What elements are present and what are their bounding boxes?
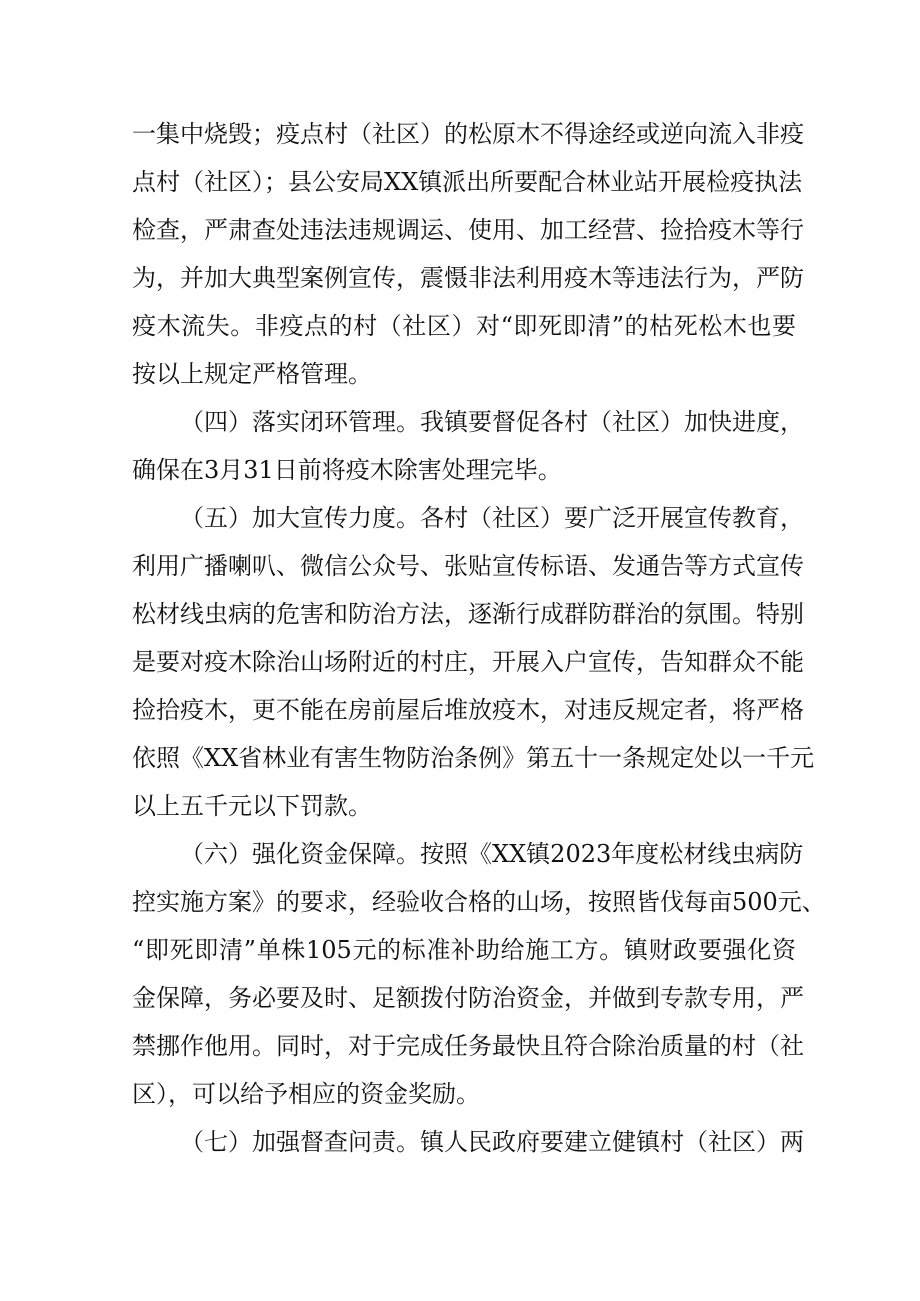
text-line: 捡拾疫木，更不能在房前屋后堆放疫木，对违反规定者，将严格 xyxy=(132,696,804,724)
text-line: 利用广播喇叭、微信公众号、张贴宣传标语、发通告等方式宣传 xyxy=(132,552,804,580)
text-line: “即死即清”单株105元的标准补助给施工方。镇财政要强化资 xyxy=(132,936,796,964)
paragraph-item-6 xyxy=(132,830,826,1118)
text-line: （六）强化资金保障。按照《XX镇2023年度松材线虫病防 xyxy=(180,840,804,868)
text-line: （四）落实闭环管理。我镇要督促各村（社区）加快进度， xyxy=(180,408,804,436)
text-line: 按以上规定严格管理。 xyxy=(132,360,372,388)
paragraph-item-4 xyxy=(132,398,804,494)
text-line: 确保在3月31日前将疫木除害处理完毕。 xyxy=(132,456,562,484)
text-line: 区），可以给予相应的资金奖励。 xyxy=(132,1080,480,1108)
text-line: 一集中烧毁；疫点村（社区）的松原木不得途经或逆向流入非疫 xyxy=(132,120,804,148)
paragraph-continuation xyxy=(132,110,804,398)
paragraph-item-7 xyxy=(132,1118,804,1166)
text-line: 是要对疫木除治山场附近的村庄，开展入户宣传，告知群众不能 xyxy=(132,648,804,676)
paragraph-item-5 xyxy=(132,494,815,830)
text-line: 为，并加大典型案例宣传，震慑非法利用疫木等违法行为，严防 xyxy=(132,264,804,292)
text-line: 禁挪作他用。同时，对于完成任务最快且符合除治质量的村（社 xyxy=(132,1032,804,1060)
text-line: 金保障，务必要及时、足额拨付防治资金，并做到专款专用，严 xyxy=(132,984,804,1012)
text-line: 检查，严肃查处违法违规调运、使用、加工经营、捡拾疫木等行 xyxy=(132,216,804,244)
text-line: 控实施方案》的要求，经验收合格的山场，按照皆伐每亩500元、 xyxy=(132,888,826,916)
text-line: 疫木流失。非疫点的村（社区）对“即死即清”的枯死松木也要 xyxy=(132,312,796,340)
text-line: （七）加强督查问责。镇人民政府要建立健镇村（社区）两 xyxy=(180,1128,804,1156)
document-body xyxy=(132,110,826,1166)
text-line: 以上五千元以下罚款。 xyxy=(132,792,372,820)
text-line: 点村（社区）；县公安局XX镇派出所要配合林业站开展检疫执法 xyxy=(132,168,803,196)
text-line: （五）加大宣传力度。各村（社区）要广泛开展宣传教育， xyxy=(180,504,804,532)
text-line: 松材线虫病的危害和防治方法，逐渐行成群防群治的氛围。特别 xyxy=(132,600,804,628)
text-line: 依照《XX省林业有害生物防治条例》第五十一条规定处以一千元 xyxy=(132,744,815,772)
